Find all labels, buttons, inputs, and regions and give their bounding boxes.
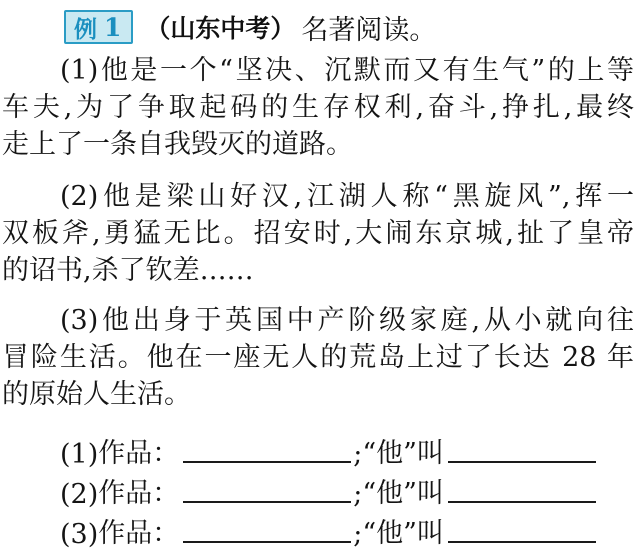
paragraph-line: 双板斧,勇猛无比。招安时,大闹东京城,扯了皇帝	[2, 218, 634, 249]
name-label: “他”叫	[362, 438, 444, 469]
answer-separator: ;	[353, 519, 363, 550]
paragraph-3	[0, 302, 640, 413]
paragraph-line: 的原始人生活。	[2, 379, 191, 410]
answer-number: (3)	[60, 519, 99, 550]
paragraph-line: (3)他出身于英国中产阶级家庭,从小就向往	[60, 305, 634, 336]
work-label: 作品：	[98, 438, 180, 469]
example-badge-number: 1	[104, 12, 122, 42]
example-badge-word: 例	[74, 16, 98, 43]
exercise-header	[64, 8, 436, 46]
name-answer-blank[interactable]	[448, 457, 596, 463]
answer-row-1	[60, 430, 620, 470]
paragraph-line: (2)他是梁山好汉,江湖人称“黑旋风”,挥一	[60, 181, 634, 212]
name-answer-blank[interactable]	[448, 497, 596, 503]
work-answer-blank[interactable]	[183, 537, 351, 543]
example-badge	[64, 10, 133, 44]
work-answer-blank[interactable]	[183, 457, 351, 463]
name-answer-blank[interactable]	[448, 537, 596, 543]
paragraph-line: 车夫,为了争取起码的生存权利,奋斗,挣扎,最终	[2, 92, 634, 123]
answer-separator: ;	[353, 439, 363, 470]
paragraph-line: (1)他是一个“坚决、沉默而又有生气”的上等	[60, 55, 634, 86]
exam-source: （山东中考）	[145, 14, 296, 43]
paragraph-line: 冒险生活。他在一座无人的荒岛上过了长达 28 年	[2, 342, 634, 373]
work-label: 作品：	[98, 478, 180, 509]
answer-row-3	[60, 510, 620, 550]
paragraph-line: 走上了一条自我毁灭的道路。	[2, 129, 353, 160]
answer-row-2	[60, 470, 620, 510]
paragraph-1	[0, 52, 640, 163]
answer-number: (2)	[60, 479, 99, 510]
work-answer-blank[interactable]	[183, 497, 351, 503]
question-topic: 名著阅读。	[301, 14, 437, 46]
answer-number: (1)	[60, 439, 99, 470]
work-label: 作品：	[98, 518, 180, 549]
answer-section	[60, 430, 620, 550]
name-label: “他”叫	[362, 478, 444, 509]
answer-separator: ;	[353, 479, 363, 510]
paragraph-line: 的诏书,杀了钦差……	[2, 255, 254, 286]
name-label: “他”叫	[362, 518, 444, 549]
paragraph-2	[0, 178, 640, 289]
